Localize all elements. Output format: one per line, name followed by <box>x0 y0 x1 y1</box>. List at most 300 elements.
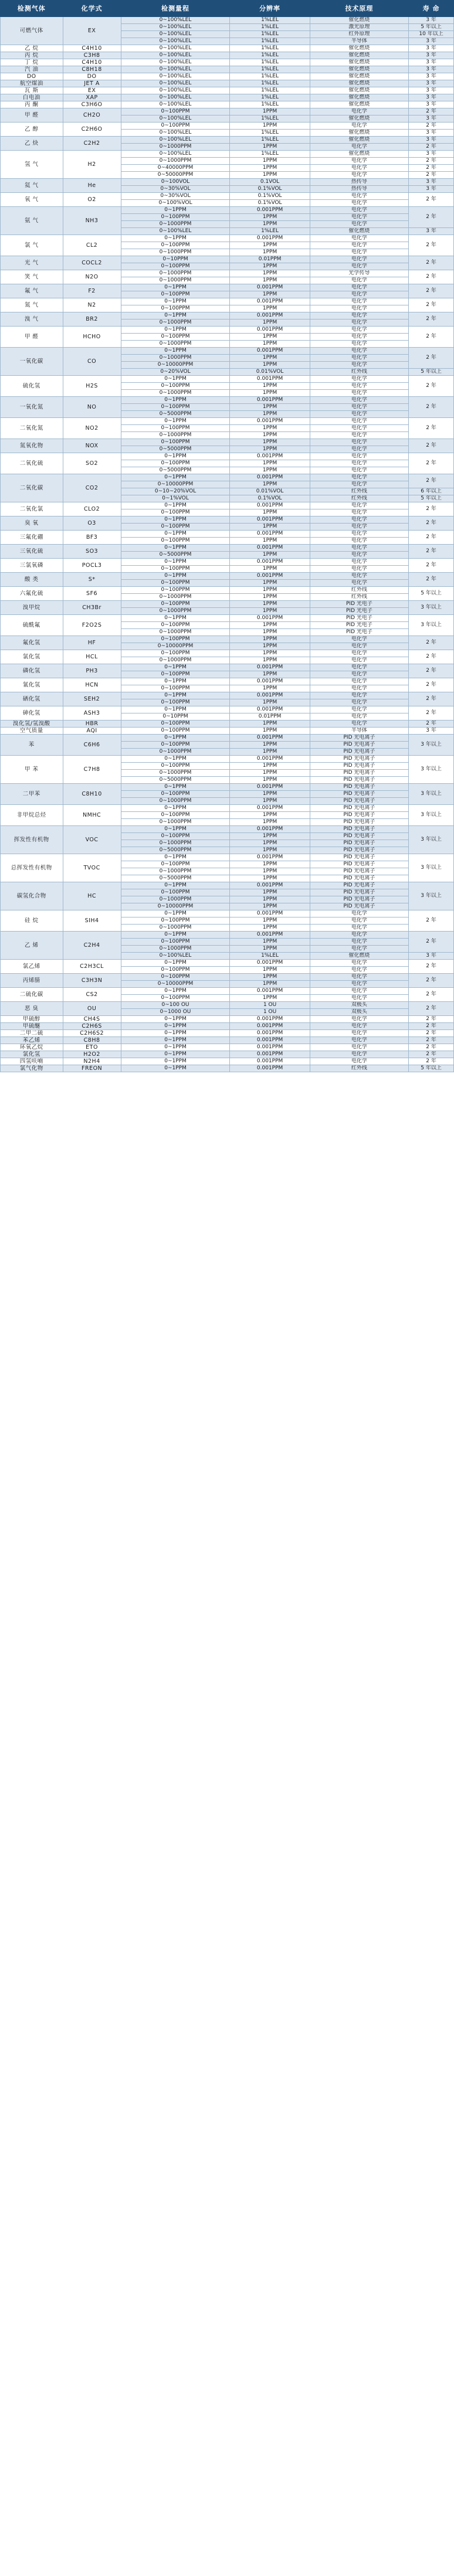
cell-range: 0~100%LEL <box>121 130 230 137</box>
table-row <box>1 678 454 685</box>
cell-technology: 电化学 <box>310 446 408 453</box>
cell-technology: 电化学 <box>310 721 408 728</box>
cell-life: 2 年 <box>409 397 454 418</box>
cell-resolution: 1PPM <box>230 404 310 411</box>
cell-gas-name: 甲 醛 <box>1 108 63 123</box>
cell-gas-name: 三氧化硫 <box>1 545 63 559</box>
table-row <box>1 474 454 481</box>
cell-gas-name: 瓦 斯 <box>1 87 63 94</box>
cell-technology: 电化学 <box>310 685 408 692</box>
cell-gas-name: 氢 气 <box>1 151 63 179</box>
cell-resolution: 1PPM <box>230 341 310 348</box>
cell-range: 0~100%LEL <box>121 101 230 108</box>
cell-resolution: 0.01%VOL <box>230 369 310 376</box>
cell-life: 3 年以上 <box>409 854 454 882</box>
cell-formula: CL2 <box>63 235 121 256</box>
cell-formula: HC <box>63 882 121 910</box>
cell-technology: 电化学 <box>310 291 408 298</box>
header-range: 检测量程 <box>121 1 230 17</box>
cell-technology: 电化学 <box>310 327 408 334</box>
cell-technology: PID 光电子 <box>310 629 408 636</box>
cell-life: 3 年以上 <box>409 756 454 784</box>
cell-formula: PH3 <box>63 664 121 678</box>
cell-range: 0~100PPM <box>121 721 230 728</box>
cell-technology: 电化学 <box>310 939 408 946</box>
cell-formula: SO3 <box>63 545 121 559</box>
cell-life: 2 年 <box>409 988 454 1002</box>
cell-technology: 电化学 <box>310 692 408 699</box>
cell-formula: AQI <box>63 728 121 735</box>
cell-gas-name: 硅 烷 <box>1 910 63 932</box>
cell-technology: 电化学 <box>310 995 408 1002</box>
cell-range: 0~100PPM <box>121 123 230 130</box>
cell-life: 2 年 <box>409 439 454 453</box>
cell-resolution: 1PPM <box>230 777 310 784</box>
cell-life: 2 年 <box>409 284 454 298</box>
cell-range: 0~100%LEL <box>121 151 230 158</box>
cell-life: 2 年 <box>409 1058 454 1065</box>
cell-technology: 电化学 <box>310 355 408 362</box>
cell-range: 0~5000PPM <box>121 552 230 559</box>
cell-life: 2 年 <box>409 158 454 165</box>
cell-resolution: 1%LEL <box>230 101 310 108</box>
cell-resolution: 1%LEL <box>230 130 310 137</box>
cell-resolution: 0.001PPM <box>230 502 310 509</box>
cell-resolution: 1PPM <box>230 833 310 840</box>
header-gas-name: 检测气体 <box>1 1 63 17</box>
cell-life: 3 年 <box>409 953 454 960</box>
cell-technology: PID 光电离子 <box>310 784 408 791</box>
cell-technology: 催化燃烧 <box>310 94 408 101</box>
cell-range: 0~100PPM <box>121 580 230 587</box>
cell-technology: 电化学 <box>310 418 408 425</box>
cell-life: 2 年 <box>409 1023 454 1030</box>
cell-resolution: 1PPM <box>230 650 310 657</box>
cell-resolution: 1PPM <box>230 861 310 868</box>
cell-technology: 催化燃烧 <box>310 101 408 108</box>
cell-resolution: 1PPM <box>230 249 310 256</box>
cell-resolution: 1 OU <box>230 1002 310 1009</box>
cell-technology: 电化学 <box>310 165 408 172</box>
cell-resolution: 1PPM <box>230 791 310 798</box>
cell-range: 0~10000PPM <box>121 903 230 910</box>
cell-technology: 电化学 <box>310 158 408 165</box>
cell-resolution: 1PPM <box>230 671 310 678</box>
cell-life: 2 年 <box>409 650 454 664</box>
cell-range: 0~100PPM <box>121 383 230 390</box>
cell-technology: 电化学 <box>310 460 408 467</box>
cell-technology: 电化学 <box>310 657 408 664</box>
cell-range: 0~100PPM <box>121 108 230 115</box>
cell-formula: C2H6S <box>63 1023 121 1030</box>
table-row <box>1 615 454 622</box>
cell-resolution: 1 OU <box>230 1009 310 1016</box>
cell-formula: C8H18 <box>63 66 121 73</box>
cell-technology: 电化学 <box>310 917 408 925</box>
cell-technology: 电化学 <box>310 207 408 214</box>
cell-gas-name: 三氟化硼 <box>1 531 63 545</box>
cell-range: 0~100PPM <box>121 291 230 298</box>
cell-resolution: 0.001PPM <box>230 664 310 671</box>
table-row <box>1 545 454 552</box>
cell-range: 0~100%LEL <box>121 953 230 960</box>
cell-resolution: 1PPM <box>230 657 310 664</box>
cell-formula: SO2 <box>63 453 121 474</box>
cell-formula: C2H6O <box>63 123 121 137</box>
table-row <box>1 256 454 263</box>
cell-life: 3 年以上 <box>409 615 454 636</box>
cell-life: 5 年以上 <box>409 24 454 31</box>
cell-technology: 电化学 <box>310 123 408 130</box>
cell-range: 0~100%LEL <box>121 66 230 73</box>
cell-life: 2 年 <box>409 721 454 728</box>
cell-technology: 电化学 <box>310 910 408 917</box>
cell-resolution: 1PPM <box>230 305 310 312</box>
cell-range: 0~100%LEL <box>121 17 230 24</box>
cell-resolution: 0.001PPM <box>230 573 310 580</box>
cell-range: 0~5000PPM <box>121 446 230 453</box>
cell-life: 2 年 <box>409 453 454 474</box>
cell-technology: 电化学 <box>310 221 408 228</box>
table-row <box>1 1058 454 1065</box>
cell-resolution: 1PPM <box>230 587 310 594</box>
cell-formula: POCL3 <box>63 559 121 573</box>
cell-formula: BR2 <box>63 312 121 327</box>
cell-range: 0~1000PPM <box>121 749 230 756</box>
cell-technology: PID 光电子 <box>310 622 408 629</box>
cell-formula: H2O2 <box>63 1051 121 1058</box>
cell-gas-name: 氟化氢 <box>1 636 63 650</box>
cell-life: 3 年 <box>409 137 454 144</box>
cell-technology: 电化学 <box>310 284 408 291</box>
cell-range: 0~1PPM <box>121 474 230 481</box>
cell-resolution: 0.001PPM <box>230 615 310 622</box>
cell-life: 2 年 <box>409 910 454 932</box>
cell-technology: 电化学 <box>310 552 408 559</box>
cell-technology: 电化学 <box>310 390 408 397</box>
table-row <box>1 531 454 538</box>
cell-formula: CH3Br <box>63 601 121 615</box>
cell-range: 0~100PPM <box>121 763 230 770</box>
cell-resolution: 1PPM <box>230 889 310 896</box>
cell-gas-name: 白电油 <box>1 94 63 101</box>
cell-technology: PID 光电离子 <box>310 882 408 889</box>
cell-range: 0~1PPM <box>121 298 230 305</box>
cell-resolution: 1%LEL <box>230 137 310 144</box>
cell-resolution: 1%LEL <box>230 94 310 101</box>
cell-range: 0~1000PPM <box>121 390 230 397</box>
cell-range: 0~100PPM <box>121 601 230 608</box>
cell-life: 2 年 <box>409 207 454 228</box>
cell-technology: PID 光电离子 <box>310 896 408 903</box>
cell-gas-name: 酸 类 <box>1 573 63 587</box>
cell-gas-name: 空气质量 <box>1 728 63 735</box>
cell-technology: 催化燃烧 <box>310 52 408 59</box>
cell-technology: 电化学 <box>310 312 408 320</box>
cell-technology: 电化学 <box>310 566 408 573</box>
cell-life: 2 年 <box>409 270 454 284</box>
table-row <box>1 728 454 735</box>
cell-resolution: 0.001PPM <box>230 376 310 383</box>
cell-resolution: 1PPM <box>230 594 310 601</box>
cell-gas-name: 一氧化碳 <box>1 348 63 376</box>
cell-resolution: 1%LEL <box>230 52 310 59</box>
cell-resolution: 1PPM <box>230 728 310 735</box>
cell-resolution: 0.001PPM <box>230 756 310 763</box>
cell-range: 0~1000PPM <box>121 432 230 439</box>
cell-technology: 催化燃烧 <box>310 45 408 52</box>
cell-resolution: 1PPM <box>230 622 310 629</box>
cell-resolution: 1PPM <box>230 917 310 925</box>
cell-life: 2 年 <box>409 692 454 706</box>
cell-technology: 催化燃烧 <box>310 137 408 144</box>
cell-range: 0~100PPM <box>121 974 230 981</box>
cell-range: 0~1PPM <box>121 453 230 460</box>
table-row <box>1 826 454 833</box>
table-row <box>1 664 454 671</box>
table-row <box>1 805 454 812</box>
cell-range: 0~1PPM <box>121 706 230 713</box>
cell-technology: 电化学 <box>310 242 408 249</box>
cell-range: 0~1000PPM <box>121 896 230 903</box>
cell-resolution: 0.001PPM <box>230 1030 310 1037</box>
cell-formula: EX <box>63 87 121 94</box>
cell-formula: SIH4 <box>63 910 121 932</box>
cell-life: 2 年 <box>409 1051 454 1058</box>
table-row <box>1 123 454 130</box>
table-row <box>1 1030 454 1037</box>
cell-technology: 电化学 <box>310 172 408 179</box>
cell-gas-name: 甲 醛 <box>1 327 63 348</box>
cell-technology: 热传导 <box>310 186 408 193</box>
cell-formula: C2H6S2 <box>63 1030 121 1037</box>
cell-range: 0~100PPM <box>121 889 230 896</box>
cell-technology: 电化学 <box>310 643 408 650</box>
cell-range: 0~1PPM <box>121 805 230 812</box>
cell-technology: 电化学 <box>310 988 408 995</box>
cell-technology: 电化学 <box>310 559 408 566</box>
cell-formula: C8H10 <box>63 784 121 805</box>
cell-gas-name: 甲硫醇 <box>1 1016 63 1023</box>
cell-technology: 电化学 <box>310 1030 408 1037</box>
cell-gas-name: 乙 烷 <box>1 45 63 52</box>
cell-technology: 电化学 <box>310 636 408 643</box>
cell-resolution: 0.001PPM <box>230 910 310 917</box>
cell-range: 0~1PPM <box>121 348 230 355</box>
cell-gas-name: 磷化氢 <box>1 664 63 678</box>
cell-life: 2 年 <box>409 974 454 988</box>
cell-range: 0~1PPM <box>121 1023 230 1030</box>
cell-range: 0~1PPM <box>121 692 230 699</box>
cell-formula: F2 <box>63 284 121 298</box>
cell-resolution: 0.001PPM <box>230 235 310 242</box>
cell-technology: 电化学 <box>310 348 408 355</box>
cell-life: 3 年以上 <box>409 601 454 615</box>
cell-life: 5 年以上 <box>409 495 454 502</box>
cell-resolution: 0.001PPM <box>230 960 310 967</box>
cell-range: 0~10000PPM <box>121 362 230 369</box>
cell-technology: PID 光电子 <box>310 601 408 608</box>
cell-range: 0~1PPM <box>121 1037 230 1044</box>
cell-range: 0~100PPM <box>121 742 230 749</box>
cell-gas-name: 非甲烷总烃 <box>1 805 63 826</box>
cell-formula: He <box>63 179 121 193</box>
cell-formula: H2 <box>63 151 121 179</box>
table-row <box>1 439 454 446</box>
cell-range: 0~1PPM <box>121 784 230 791</box>
cell-range: 0~10000PPM <box>121 643 230 650</box>
cell-life: 3 年 <box>409 87 454 94</box>
cell-technology: 电化学 <box>310 967 408 974</box>
cell-range: 0~100PPM <box>121 242 230 249</box>
cell-gas-name: 氯化氢 <box>1 1051 63 1058</box>
cell-range: 0~40000PPM <box>121 165 230 172</box>
cell-range: 0~1000PPM <box>121 629 230 636</box>
cell-life: 5 年以上 <box>409 369 454 376</box>
cell-gas-name: 砷化氢 <box>1 706 63 721</box>
cell-range: 0~1000PPM <box>121 657 230 664</box>
table-row <box>1 735 454 742</box>
cell-gas-name: 航空煤油 <box>1 80 63 87</box>
cell-formula: VOC <box>63 826 121 854</box>
table-row <box>1 854 454 861</box>
cell-life: 3 年 <box>409 66 454 73</box>
cell-resolution: 1PPM <box>230 446 310 453</box>
cell-range: 0~1PPM <box>121 615 230 622</box>
cell-resolution: 1PPM <box>230 108 310 115</box>
cell-range: 0~20%VOL <box>121 369 230 376</box>
cell-resolution: 0.001PPM <box>230 545 310 552</box>
cell-technology: PID 光电离子 <box>310 742 408 749</box>
cell-resolution: 1PPM <box>230 432 310 439</box>
cell-resolution: 1PPM <box>230 967 310 974</box>
cell-technology: 电化学 <box>310 425 408 432</box>
cell-gas-name: 二硫化碳 <box>1 988 63 1002</box>
cell-gas-name: 氦 气 <box>1 179 63 193</box>
cell-range: 0~5000PPM <box>121 411 230 418</box>
cell-range: 0~1PPM <box>121 376 230 383</box>
cell-formula: OU <box>63 1002 121 1016</box>
cell-resolution: 0.001PPM <box>230 988 310 995</box>
cell-technology: PID 光电离子 <box>310 819 408 826</box>
cell-range: 0~1000 OU <box>121 1009 230 1016</box>
cell-life: 3 年以上 <box>409 882 454 910</box>
cell-range: 0~10PPM <box>121 256 230 263</box>
cell-technology: 催化燃烧 <box>310 59 408 66</box>
cell-resolution: 0.001PPM <box>230 453 310 460</box>
cell-resolution: 1%LEL <box>230 228 310 235</box>
table-row <box>1 721 454 728</box>
cell-life: 2 年 <box>409 559 454 573</box>
cell-gas-name: 氯乙烯 <box>1 960 63 974</box>
cell-resolution: 1PPM <box>230 580 310 587</box>
cell-life: 3 年 <box>409 186 454 193</box>
table-row <box>1 706 454 713</box>
cell-resolution: 0.001PPM <box>230 284 310 291</box>
cell-life: 3 年以上 <box>409 784 454 805</box>
cell-technology: PID 光电子 <box>310 615 408 622</box>
cell-life: 2 年 <box>409 312 454 327</box>
cell-life: 2 年 <box>409 678 454 692</box>
cell-resolution: 0.01%VOL <box>230 488 310 495</box>
cell-gas-name: 臭 氧 <box>1 516 63 531</box>
cell-range: 0~1PPM <box>121 397 230 404</box>
cell-formula: DO <box>63 73 121 80</box>
cell-technology: 催化燃烧 <box>310 130 408 137</box>
cell-resolution: 0.001PPM <box>230 418 310 425</box>
cell-range: 0~30%VOL <box>121 186 230 193</box>
cell-life: 3 年 <box>409 45 454 52</box>
cell-gas-name: 光 气 <box>1 256 63 270</box>
cell-life: 2 年 <box>409 1002 454 1016</box>
cell-resolution: 1PPM <box>230 699 310 706</box>
cell-range: 0~1PPM <box>121 284 230 291</box>
table-row <box>1 974 454 981</box>
cell-life: 2 年 <box>409 502 454 516</box>
cell-technology: 电化学 <box>310 524 408 531</box>
cell-range: 0~100PPM <box>121 460 230 467</box>
cell-technology: 催化燃烧 <box>310 953 408 960</box>
cell-range: 0~50000PPM <box>121 172 230 179</box>
cell-resolution: 1PPM <box>230 144 310 151</box>
cell-technology: 电化学 <box>310 249 408 256</box>
table-row <box>1 52 454 59</box>
cell-resolution: 1PPM <box>230 981 310 988</box>
cell-formula: O2 <box>63 193 121 207</box>
cell-gas-name: 乙 炔 <box>1 137 63 151</box>
cell-range: 0~100%LEL <box>121 38 230 45</box>
cell-formula: C2H3CL <box>63 960 121 974</box>
cell-technology: 电化学 <box>310 1037 408 1044</box>
cell-life: 6 年以上 <box>409 488 454 495</box>
cell-life: 2 年 <box>409 235 454 256</box>
cell-gas-name: 氰化氢 <box>1 678 63 692</box>
gas-detection-table <box>0 0 454 1072</box>
table-row <box>1 348 454 355</box>
cell-range: 0~1PPM <box>121 678 230 685</box>
cell-technology: 电化学 <box>310 453 408 460</box>
table-row <box>1 1065 454 1072</box>
cell-resolution: 0.001PPM <box>230 784 310 791</box>
cell-resolution: 0.001PPM <box>230 1065 310 1072</box>
cell-life: 3 年 <box>409 115 454 123</box>
cell-technology: 催化燃烧 <box>310 87 408 94</box>
cell-gas-name: 笑 气 <box>1 270 63 284</box>
cell-formula: NO2 <box>63 418 121 439</box>
cell-gas-name: 总挥发性有机物 <box>1 854 63 882</box>
cell-formula: JET A <box>63 80 121 87</box>
cell-resolution: 0.001PPM <box>230 397 310 404</box>
cell-resolution: 1%LEL <box>230 953 310 960</box>
cell-resolution: 1PPM <box>230 566 310 573</box>
cell-technology: 电化学 <box>310 1058 408 1065</box>
cell-technology: 红外线 <box>310 1065 408 1072</box>
cell-technology: 催化燃烧 <box>310 80 408 87</box>
cell-resolution: 1PPM <box>230 903 310 910</box>
cell-life: 2 年 <box>409 172 454 179</box>
cell-range: 0~1000PPM <box>121 608 230 615</box>
table-row <box>1 151 454 158</box>
cell-range: 0~1PPM <box>121 1058 230 1065</box>
cell-life: 2 年 <box>409 932 454 953</box>
cell-range: 0~100PPM <box>121 967 230 974</box>
cell-resolution: 1PPM <box>230 925 310 932</box>
cell-life: 10 年以上 <box>409 31 454 38</box>
cell-gas-name: 碳氢化合物 <box>1 882 63 910</box>
cell-range: 0~100PPM <box>121 791 230 798</box>
cell-resolution: 0.001PPM <box>230 516 310 524</box>
cell-formula: FREON <box>63 1065 121 1072</box>
